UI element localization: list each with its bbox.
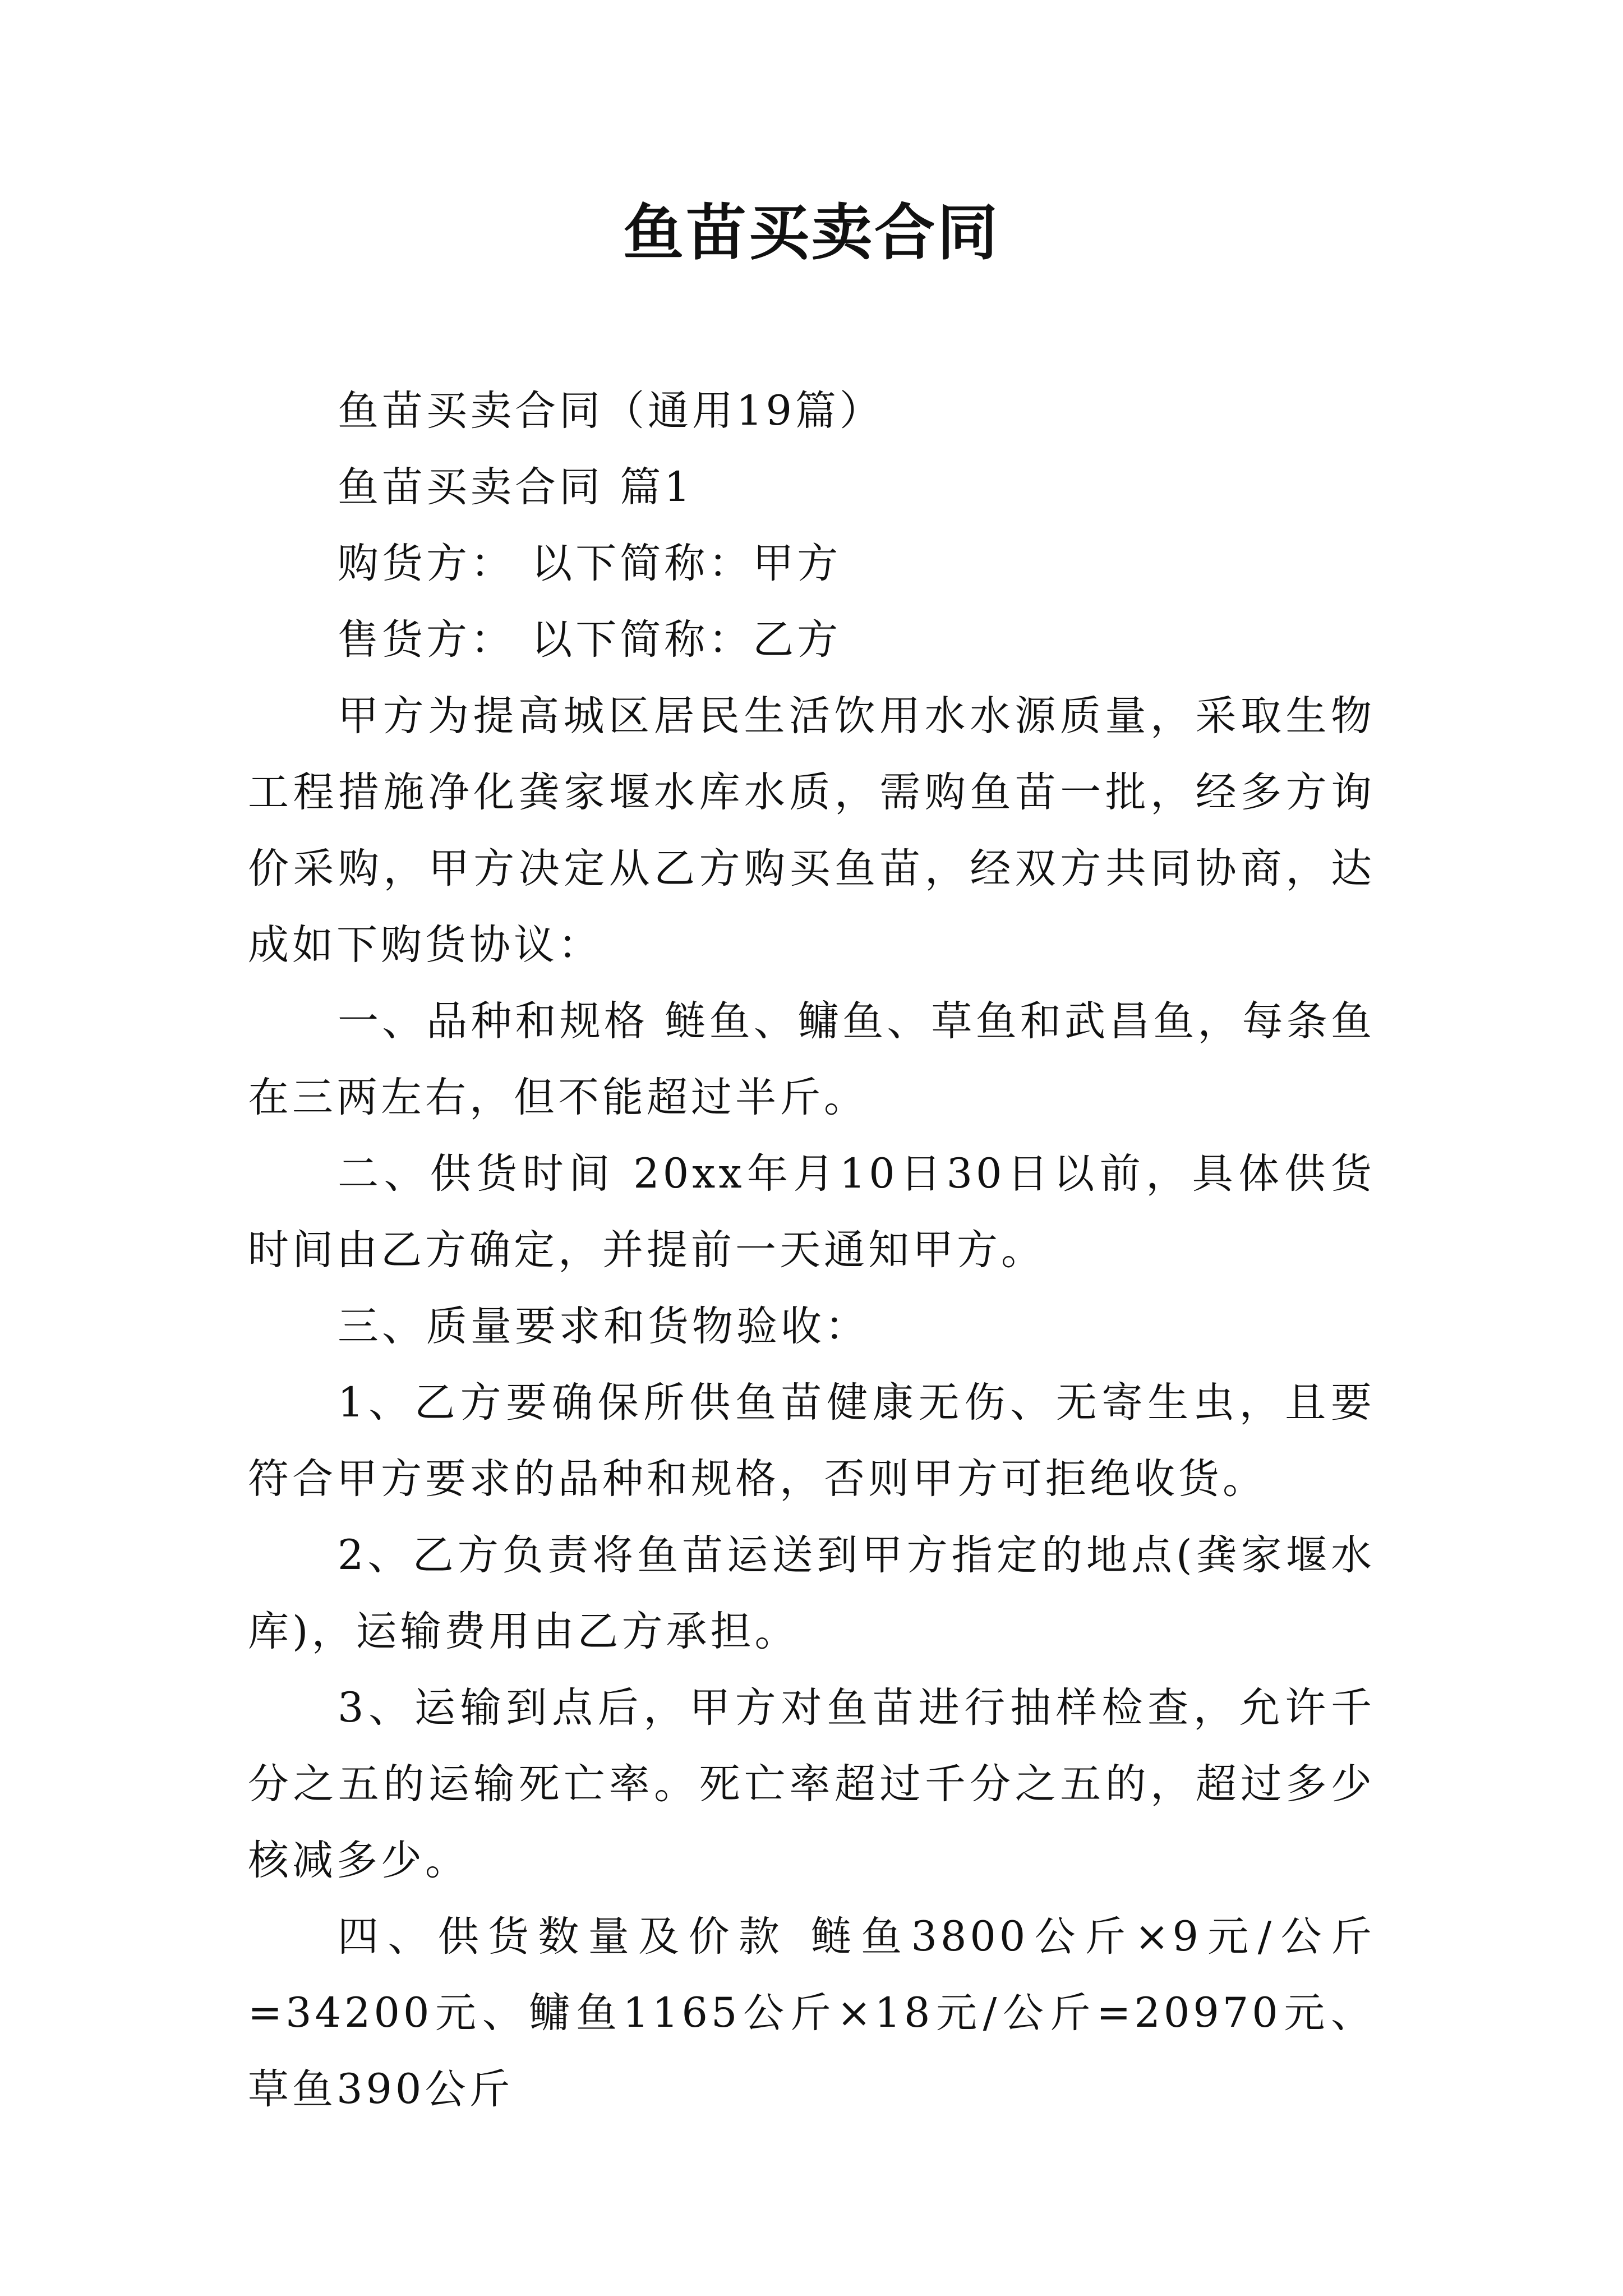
paragraph-section-heading: 鱼苗买卖合同 篇1: [338, 463, 694, 511]
document-body: [248, 373, 1375, 2128]
paragraph-clause-1: 一、品种和规格 鲢鱼、鳙鱼、草鱼和武昌鱼，每条鱼在三两左右，但不能超过半斤。: [248, 997, 1375, 1121]
document-title: 鱼苗买卖合同: [623, 197, 1000, 268]
paragraph-item-2: 2、乙方负责将鱼苗运送到甲方指定的地点(龚家堰水库)，运输费用由乙方承担。: [248, 1531, 1375, 1655]
paragraph-item-3: 3、运输到点后，甲方对鱼苗进行抽样检查，允许千分之五的运输死亡率。死亡率超过千分之五的，超过多少核减多少。: [248, 1684, 1375, 1884]
paragraph-clause-3: 三、质量要求和货物验收：: [338, 1303, 869, 1350]
paragraph-subtitle: 鱼苗买卖合同（通用19篇）: [338, 387, 884, 435]
paragraph-seller: 售货方： 以下简称：乙方: [338, 616, 842, 664]
paragraph-preamble: 甲方为提高城区居民生活饮用水水源质量，采取生物工程措施净化龚家堰水库水质，需购鱼苗一批，经多方询价采购，甲方决定从乙方购买鱼苗，经双方共同协商，达成如下购货协议：: [248, 692, 1375, 969]
paragraph-clause-4: 四、供货数量及价款 鲢鱼3800公斤×9元/公斤=34200元、鳙鱼1165公斤×18元/公斤=20970元、草鱼390公斤: [248, 1913, 1375, 2113]
paragraph-buyer: 购货方： 以下简称：甲方: [338, 540, 842, 587]
paragraph-item-1: 1、乙方要确保所供鱼苗健康无伤、无寄生虫，且要符合甲方要求的品种和规格，否则甲方可拒绝收货。: [248, 1379, 1375, 1503]
paragraph-clause-2: 二、供货时间 20xx年月10日30日以前，具体供货时间由乙方确定，并提前一天通知甲方。: [248, 1150, 1375, 1274]
